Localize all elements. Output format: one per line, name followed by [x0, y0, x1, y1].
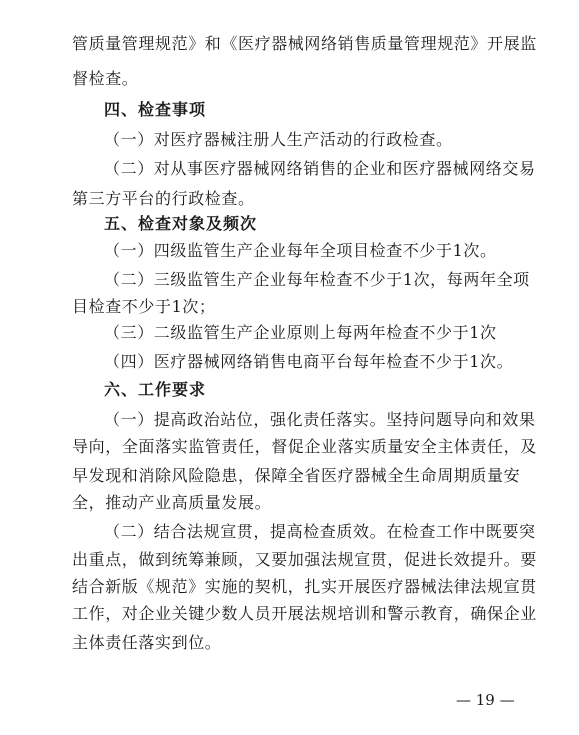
paragraph-line: （一）对医疗器械注册人生产活动的行政检查。: [104, 130, 453, 149]
section-heading: 四、检查事项: [104, 100, 207, 119]
paragraph-line: 全，推动产业高质量发展。: [72, 493, 272, 512]
paragraph-line: 出重点，做到统筹兼顾，又要加强法规宣贯，促进长效提升。要: [72, 550, 537, 569]
paragraph-line: （二）三级监管生产企业每年检查不少于1次，每两年全项: [104, 270, 530, 289]
paragraph-line: （二）结合法规宣贯，提高检查质效。在检查工作中既要突: [104, 522, 536, 541]
paragraph-line: 工作，对企业关键少数人员开展法规培训和警示教育，确保企业: [72, 604, 537, 623]
paragraph-line: （一）四级监管生产企业每年全项目检查不少于1次。: [104, 241, 497, 260]
paragraph-line: （一）提高政治站位，强化责任落实。坚持问题导向和效果: [104, 410, 536, 429]
paragraph-line: 早发现和消除风险隐患，保障全省医疗器械全生命周期质量安: [72, 466, 521, 485]
paragraph-line: 督检查。: [72, 69, 139, 88]
paragraph-line: （二）对从事医疗器械网络销售的企业和医疗器械网络交易: [104, 159, 536, 178]
paragraph-line: 导向，全面落实监管责任，督促企业落实质量安全主体责任，及: [72, 437, 537, 456]
paragraph-line: 管质量管理规范》和《医疗器械网络销售质量管理规范》开展监: [72, 34, 537, 53]
paragraph-line: 主体责任落实到位。: [72, 633, 222, 652]
section-heading: 六、工作要求: [104, 380, 207, 399]
paragraph-line: （三）二级监管生产企业原则上每两年检查不少于1次: [104, 323, 497, 342]
page-number: — 19 —: [456, 691, 515, 709]
paragraph-line: （四）医疗器械网络销售电商平台每年检查不少于1次。: [104, 352, 514, 371]
section-heading: 五、检查对象及频次: [104, 214, 258, 233]
paragraph-line: 第三方平台的行政检查。: [72, 189, 255, 208]
paragraph-line: 结合新版《规范》实施的契机，扎实开展医疗器械法律法规宣贯: [72, 577, 537, 596]
paragraph-line: 目检查不少于1次；: [72, 297, 216, 316]
